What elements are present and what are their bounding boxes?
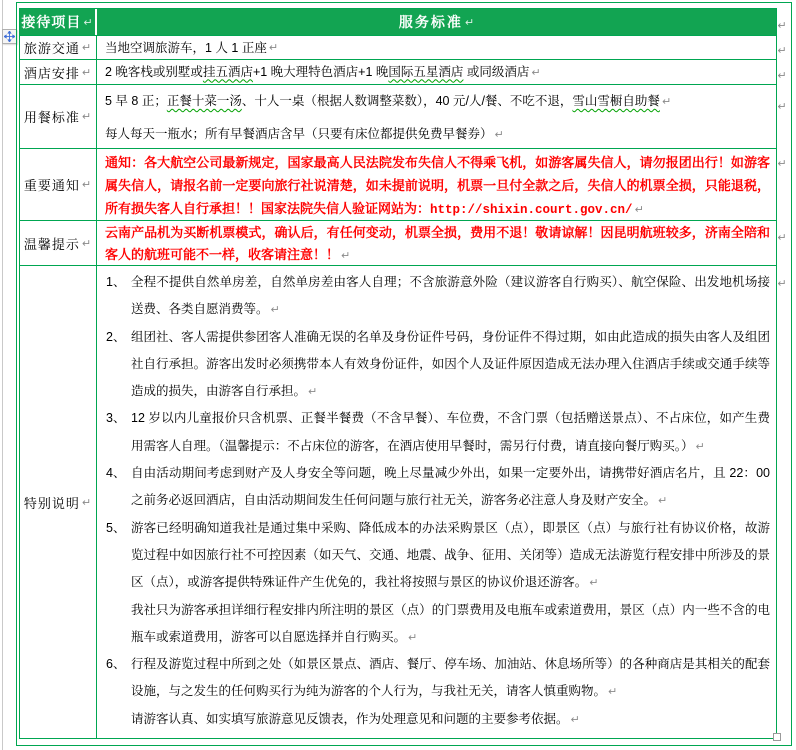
cell-end-mark: ↵	[81, 110, 93, 123]
row-end-mark: ↵	[777, 278, 787, 290]
row-label-tips	[20, 221, 97, 265]
line-break-mark: ↵	[270, 303, 280, 317]
spellcheck-underlined-text: 挂五酒店	[202, 64, 253, 79]
row-label-notice	[20, 149, 97, 220]
meal-text-segment: 5 早 8 正；	[105, 94, 167, 108]
meal-text-segment: 每人每天一瓶水；所有早餐酒店含早（只要有床位都提供免费早餐券）	[105, 127, 493, 141]
end-of-table-marker	[773, 733, 781, 741]
special-note-item	[105, 651, 770, 706]
transport-content	[97, 36, 776, 59]
row-label-special	[20, 266, 97, 738]
transport-text: 当地空调旅游车，1 人 1 正座	[105, 40, 267, 55]
cell-end-mark: ↵	[81, 41, 93, 54]
special-note-item	[105, 460, 770, 515]
row-meal	[20, 85, 776, 149]
line-break-mark: ↵	[695, 439, 705, 453]
line-break-mark: ↵	[658, 494, 668, 508]
cell-end-mark: ↵	[634, 203, 644, 216]
cell-end-mark: ↵	[268, 41, 279, 54]
item-text: 游客已经明确知道我社是通过集中采购、降低成本的办法采购景区（点），即景区（点）与旅行社有协议价格，故游览过程中如因旅行社不可控因素（如天气、交通、地震、战争、征用、关闭等）造成无法游览行程安排中所涉及的景区（点），或游客提供特殊证件产生优免的，我社将按照与景区的协议价退还游客。	[131, 520, 770, 590]
court-blacklist-url-link[interactable]: http://shixin.court.gov.cn/	[430, 203, 633, 217]
row-label-text: 温馨提示	[23, 236, 80, 252]
line-break-mark: ↵	[608, 685, 618, 699]
hotel-text-segment: 或同级酒店	[463, 64, 530, 79]
row-end-mark: ↵	[777, 232, 787, 244]
header-cell-service-standard	[97, 9, 776, 35]
meal-text-segment: 、十人一桌（根据人数调整菜数），40 元/人/餐、不吃不退，	[241, 94, 573, 108]
notice-content	[97, 149, 776, 220]
hotel-text-segment: +1 晚大理特色酒店+1 晚	[252, 64, 389, 79]
notice-text-body: 通知：各大航空公司最新规定，国家最高人民法院发布失信人不得乘飞机，如游客属失信人，请勿报团出行！如游客属失信人，请报名前一定要向旅行社说清楚，如未提前说明，机票一旦付全款之后，失信人的机票全损，只能退税，所有损失客人自行承担！！国家法院失信人验证网站为：	[105, 155, 770, 216]
row-hotel	[20, 60, 776, 85]
cell-end-mark: ↵	[464, 15, 477, 29]
cell-end-mark: ↵	[81, 178, 93, 191]
row-label-text: 酒店安排	[23, 65, 80, 81]
row-special-notes	[20, 266, 776, 738]
item-text: 行程及游览过程中所到之处（如景区景点、酒店、餐厅、停车场、加油站、休息场所等）的各种商店是其相关的配套设施，与之发生的任何购买行为纯为游客的个人行为，与我社无关，请客人慎重购物。	[131, 657, 770, 699]
cell-end-mark: ↵	[81, 236, 93, 250]
row-label-text: 特别说明	[23, 495, 80, 511]
row-end-mark: ↵	[777, 45, 787, 57]
cell-end-mark: ↵	[81, 495, 93, 509]
item-text: 全程不提供自然单房差，自然单房差由客人自理；不含旅游意外险（建议游客自行购买）、航空保险、出发地机场接送费、各类自愿消费等。	[131, 275, 770, 317]
tips-text-body: 云南产品机为买断机票模式，确认后，有任何变动，机票全损，费用不退！敬请谅解！因昆明航班较多，济南全陪和客人的航班可能不一样，收客请注意！！	[105, 225, 770, 262]
row-important-notice	[20, 149, 776, 221]
row-label-transport	[20, 36, 97, 59]
outer-table-border	[16, 2, 792, 746]
move-arrows-icon	[4, 31, 15, 42]
line-break-mark: ↵	[308, 385, 318, 399]
item-number: 2、	[106, 329, 126, 344]
cell-end-mark: ↵	[81, 65, 93, 79]
cell-end-mark: ↵	[83, 15, 94, 29]
row-label-text: 旅游交通	[23, 41, 80, 56]
text-boundary-line	[2, 0, 3, 750]
line-break-mark: ↵	[408, 630, 418, 644]
item-text: 12 岁以内儿童报价只含机票、正餐半餐费（不含早餐）、车位费，不含门票（包括赠送景点）、不占床位，如产生费用需客人自理。（温馨提示：不占床位的游客，在酒店使用早餐时，需另行付费，请直接向餐厅购买。）	[131, 411, 770, 453]
special-note-item	[105, 515, 770, 597]
row-label-meal	[20, 85, 97, 148]
meal-line-2	[105, 118, 770, 148]
table-move-handle[interactable]	[2, 29, 17, 44]
special-notes-content	[97, 266, 776, 738]
spellcheck-underlined-text: 正餐十菜一汤	[166, 94, 242, 108]
row-label-text: 重要通知	[23, 178, 80, 193]
header-cell-reception-items	[20, 9, 97, 35]
notice-text	[105, 151, 770, 220]
hotel-content	[97, 60, 776, 84]
spellcheck-underlined-text: 雪山雪橱自助餐	[572, 94, 660, 108]
meal-line-1	[105, 85, 770, 118]
item-number: 1、	[106, 275, 126, 289]
item-text: 组团社、客人需提供参团客人准确无误的名单及身份证件号码，身份证件不得过期，如由此造成的损失由客人及组团社自行承担。游客出发时必须携带本人有效身份证件，如因个人及证件原因造成无法办理入住酒店手续或交通手续等造成的损失，由游客自行承担。	[131, 329, 770, 399]
cell-end-mark: ↵	[341, 249, 351, 262]
row-transport	[20, 36, 776, 60]
hotel-text-segment: 2 晚客栈或别墅或	[105, 64, 203, 79]
row-end-mark: ↵	[777, 70, 787, 82]
tips-content	[97, 221, 776, 265]
spellcheck-underlined-text: 国际五星酒店	[388, 64, 464, 79]
table-header-row	[20, 9, 776, 36]
item-number: 6、	[106, 657, 126, 672]
header-label: 服务标准	[398, 14, 463, 30]
row-label-hotel	[20, 60, 97, 84]
hotel-text	[105, 60, 541, 84]
special-note-continuation	[105, 597, 770, 652]
item-text: 自由活动期间考虑到财产及人身安全等问题，晚上尽量减少外出，如果一定要外出，请携带好酒店名片，且 22：00 之前务必返回酒店，自由活动期间发生任何问题与旅行社无关，游客务必注意人身及财产安全。	[131, 466, 770, 508]
service-standard-table	[19, 8, 777, 739]
row-label-text: 用餐标准	[23, 110, 80, 125]
special-note-item	[105, 269, 770, 324]
special-note-item	[105, 324, 770, 406]
item-number: 3、	[106, 411, 126, 426]
item-number: 5、	[106, 520, 126, 535]
tips-text	[105, 222, 770, 265]
cell-end-mark: ↵	[494, 128, 504, 141]
item-text: 我社只为游客承担详细行程安排内所注明的景区（点）的门票费用及电瓶车或索道费用，景区（点）内一些不含的电瓶车或索道费用，游客可以自愿选择并自行购买。	[131, 602, 770, 644]
item-text: 请游客认真、如实填写旅游意见反馈表，作为处理意见和问题的主要参考依据。	[131, 711, 569, 726]
meal-content	[97, 85, 776, 148]
row-warm-tips	[20, 221, 776, 266]
row-end-mark: ↵	[777, 101, 787, 113]
item-number: 4、	[106, 466, 126, 481]
row-end-mark: ↵	[777, 158, 787, 170]
line-break-mark: ↵	[589, 576, 599, 590]
line-break-mark: ↵	[661, 95, 672, 108]
row-end-mark: ↵	[777, 20, 787, 32]
cell-end-mark: ↵	[531, 65, 541, 79]
header-label: 接待项目	[21, 14, 82, 30]
cell-end-mark: ↵	[570, 712, 580, 726]
special-note-continuation	[105, 706, 770, 733]
special-note-item	[105, 405, 770, 460]
